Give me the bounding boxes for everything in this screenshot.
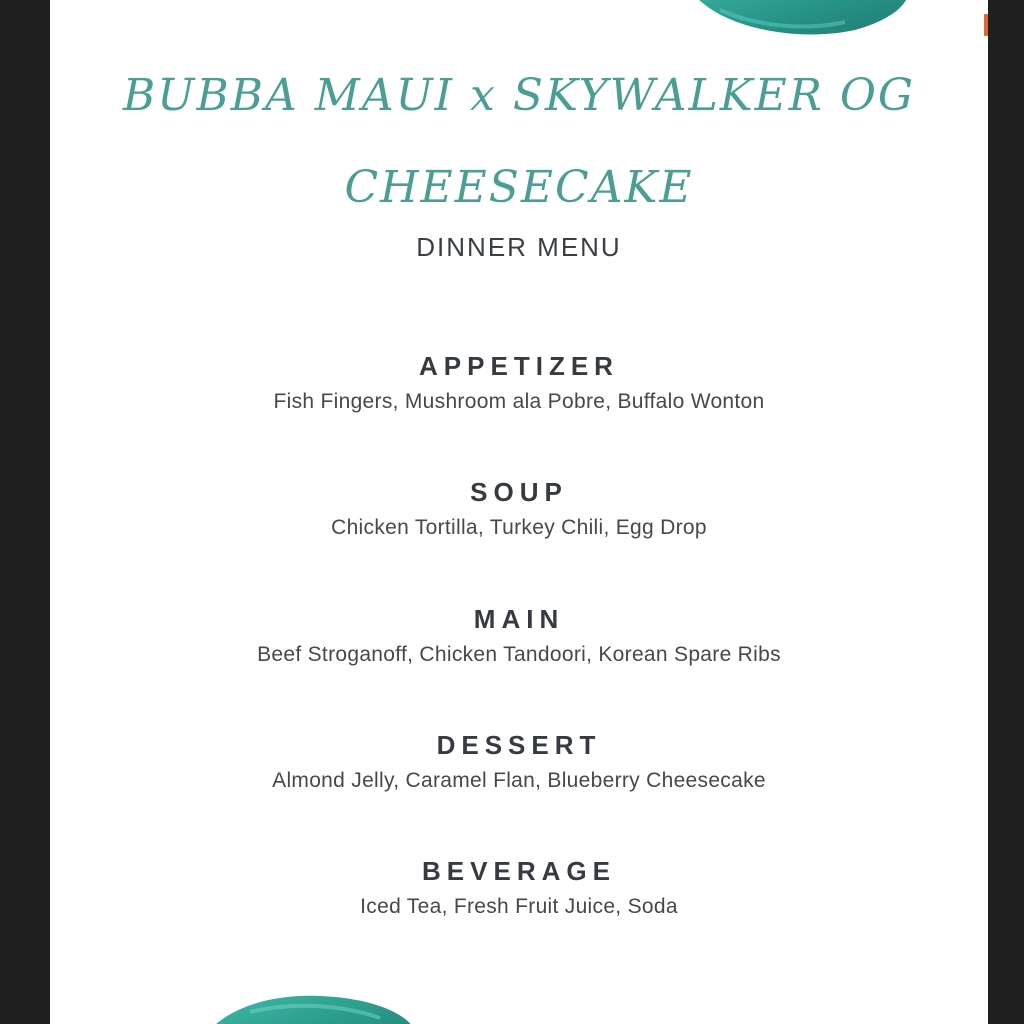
- section-items: Chicken Tortilla, Turkey Chili, Egg Drop: [331, 516, 707, 539]
- watercolor-blob-bottom: [200, 990, 430, 1024]
- menu-subtitle: DINNER MENU: [416, 232, 622, 262]
- menu-title-line1: BUBBA MAUI x SKYWALKER OG: [122, 70, 916, 121]
- section-beverage: [50, 855, 988, 921]
- section-items: Fish Fingers, Mushroom ala Pobre, Buffalo Wonton: [273, 390, 765, 413]
- section-main: [50, 603, 988, 669]
- section-heading: DESSERT: [436, 730, 602, 760]
- section-heading: APPETIZER: [419, 351, 619, 381]
- menu-page: [50, 0, 988, 1024]
- section-items: Almond Jelly, Caramel Flan, Blueberry Cheesecake: [272, 769, 766, 792]
- section-appetizer: [50, 350, 988, 416]
- section-heading: BEVERAGE: [422, 856, 616, 886]
- edge-marker: [984, 14, 988, 36]
- watercolor-blob-top: [680, 0, 910, 40]
- section-dessert: [50, 729, 988, 795]
- section-items: Iced Tea, Fresh Fruit Juice, Soda: [360, 895, 678, 918]
- section-heading: SOUP: [470, 477, 568, 507]
- menu-title-line2: CHEESECAKE: [344, 162, 694, 213]
- section-items: Beef Stroganoff, Chicken Tandoori, Korean Spare Ribs: [257, 643, 781, 666]
- section-heading: MAIN: [473, 604, 565, 634]
- section-soup: [50, 476, 988, 542]
